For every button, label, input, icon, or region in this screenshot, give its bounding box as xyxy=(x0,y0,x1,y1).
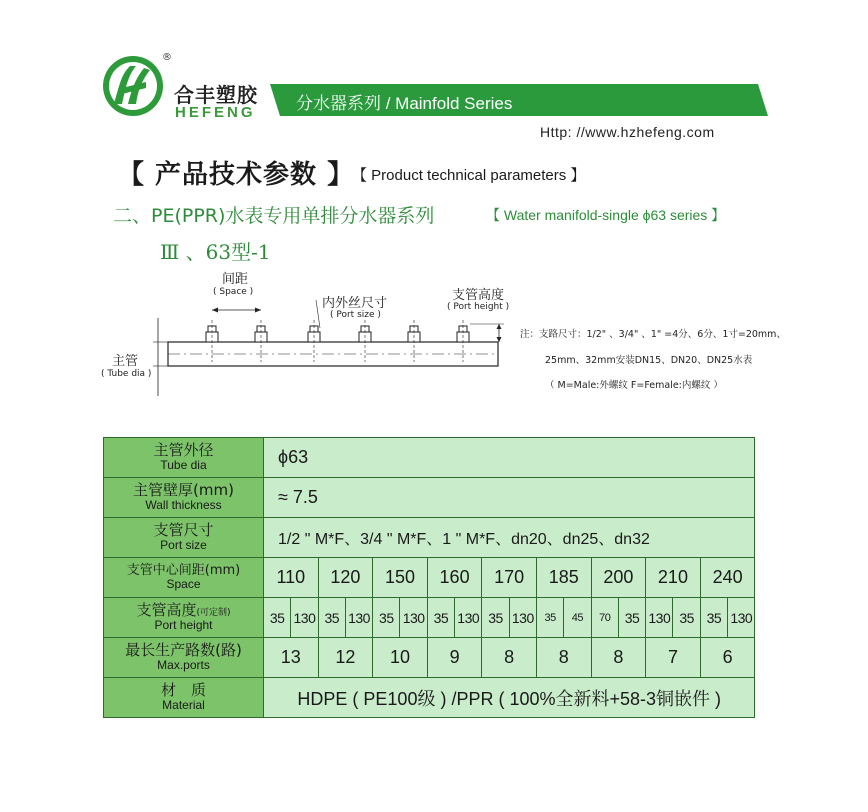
table-row-space xyxy=(104,558,755,598)
space-label-en: ( Space ) xyxy=(213,287,254,297)
port-height-value: 35 xyxy=(373,598,400,638)
row-header: 最长生产路数(路) Max.ports xyxy=(104,638,264,678)
space-value: 200 xyxy=(591,558,646,598)
max-ports-value: 6 xyxy=(700,638,755,678)
port-size-value: 1/2 " M*F、3/4 " M*F、1 " M*F、dn20、dn25、dn32 xyxy=(264,518,755,558)
max-ports-value: 8 xyxy=(482,638,537,678)
port-height-value: 70 xyxy=(591,598,618,638)
port-height-value: 130 xyxy=(455,598,482,638)
space-label: 间距 xyxy=(222,272,249,287)
port-height-value: 130 xyxy=(345,598,372,638)
hefeng-logo-icon xyxy=(100,52,166,118)
brand-name-cn: 合丰塑胶 xyxy=(174,83,258,107)
note-line-1: 注：支路尺寸：1/2" 、3/4" 、1" =4分、6分、1寸=20mm、 xyxy=(520,329,786,340)
max-ports-value: 9 xyxy=(427,638,482,678)
max-ports-value: 10 xyxy=(373,638,428,678)
space-value: 160 xyxy=(427,558,482,598)
tube-label-en: ( Tube dia ) xyxy=(101,369,152,379)
table-row-wall xyxy=(104,478,755,518)
tube-label: 主管 xyxy=(112,354,139,369)
port-height-value: 35 xyxy=(264,598,291,638)
table-row-port-size xyxy=(104,518,755,558)
space-value: 120 xyxy=(318,558,373,598)
port-height-value: 35 xyxy=(427,598,454,638)
row-header: 支管高度(可定制) Port height xyxy=(104,598,264,638)
port-height-value: 35 xyxy=(536,598,563,638)
table-row-max-ports xyxy=(104,638,755,678)
wall-thickness-value: ≈ 7.5 xyxy=(264,478,755,518)
spec-table xyxy=(103,437,755,718)
section-title-en: 【 Product technical parameters 】 xyxy=(352,167,586,184)
port-height-value: 45 xyxy=(564,598,591,638)
registered-mark: ® xyxy=(162,52,172,63)
brand-name-en: HEFENG xyxy=(175,104,256,121)
series-banner-text: 分水器系列 / Mainfold Series xyxy=(296,94,513,113)
port-height-value: 35 xyxy=(700,598,727,638)
max-ports-value: 8 xyxy=(591,638,646,678)
port-height-label: 支管高度 xyxy=(452,288,505,303)
model-label: Ⅲ 、63型-1 xyxy=(160,240,271,264)
port-height-value: 35 xyxy=(482,598,509,638)
port-size-label-en: ( Port size ) xyxy=(330,310,381,320)
note-line-3: （ M=Male:外螺纹 F=Female:内螺纹 ） xyxy=(545,380,723,391)
table-row-tube-dia xyxy=(104,438,755,478)
max-ports-value: 12 xyxy=(318,638,373,678)
max-ports-value: 7 xyxy=(646,638,701,678)
port-height-value: 35 xyxy=(318,598,345,638)
port-height-label-en: ( Port height ) xyxy=(447,302,510,312)
port-height-value: 35 xyxy=(673,598,700,638)
section-title: 【 产品技术参数 】 xyxy=(118,160,355,190)
space-value: 110 xyxy=(264,558,319,598)
space-value: 185 xyxy=(536,558,591,598)
material-value: HDPE ( PE100级 ) /PPR ( 100%全新料+58-3铜嵌件 ) xyxy=(264,678,755,718)
row-header: 支管尺寸 Port size xyxy=(104,518,264,558)
port-height-value: 35 xyxy=(618,598,645,638)
space-value: 150 xyxy=(373,558,428,598)
port-height-value: 130 xyxy=(728,598,755,638)
space-value: 210 xyxy=(646,558,701,598)
product-subtitle-en: 【 Water manifold-single ϕ63 series 】 xyxy=(486,207,726,223)
space-value: 240 xyxy=(700,558,755,598)
port-height-value: 130 xyxy=(646,598,673,638)
space-value: 170 xyxy=(482,558,537,598)
product-subtitle: 二、PE(PPR)水表专用单排分水器系列 xyxy=(113,205,435,227)
row-header: 主管外径 Tube dia xyxy=(104,438,264,478)
max-ports-value: 13 xyxy=(264,638,319,678)
note-line-2: 25mm、32mm安装DN15、DN20、DN25水表 xyxy=(545,355,753,366)
website-url[interactable]: Http: //www.hzhefeng.com xyxy=(540,124,715,140)
row-header: 材 质 Material xyxy=(104,678,264,718)
tube-dia-value: ϕ63 xyxy=(264,438,755,478)
row-header: 支管中心间距(mm) Space xyxy=(104,558,264,598)
table-row-port-height xyxy=(104,598,755,638)
row-header: 主管壁厚(mm) Wall thickness xyxy=(104,478,264,518)
port-height-value: 130 xyxy=(291,598,318,638)
port-height-value: 130 xyxy=(509,598,536,638)
port-size-label: 内外丝尺寸 xyxy=(322,296,388,311)
table-row-material xyxy=(104,678,755,718)
port-height-value: 130 xyxy=(400,598,427,638)
max-ports-value: 8 xyxy=(536,638,591,678)
